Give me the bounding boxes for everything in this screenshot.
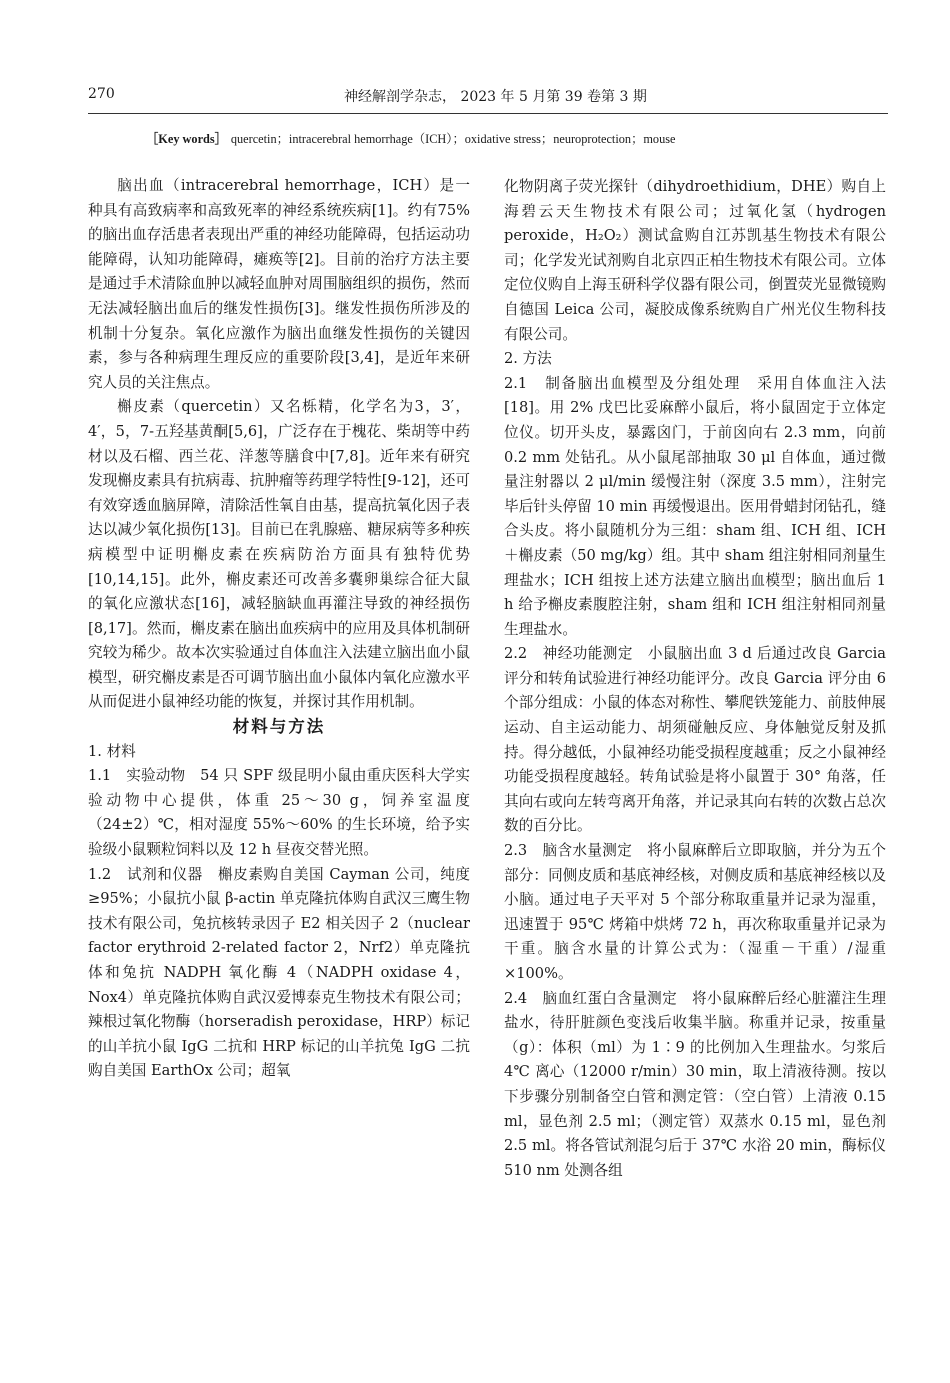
paragraph-2-2: 2.2 神经功能测定 小鼠脑出血 3 d 后通过改良 Garcia 评分和转角试验进行神经功能评分。改良 Garcia 评分由 6 个部分组成：小鼠的体态对称性、攀爬铁笼能力、前肢伸展运动、自主运动能力、胡须碰触反应、身体触觉反射及抓持。得分越低，小鼠神经功能受损程度越重；反之小鼠神经功能受损程度越轻。转角试验是将小鼠置于 30° 角落，任其向右或向左转弯离开角落，并记录其向右转的次数占总次数的百分比。 — [504, 645, 886, 835]
heading-methods: 2. 方法 — [504, 350, 552, 368]
paragraph-2-3: 2.3 脑含水量测定 将小鼠麻醉后立即取脑，并分为五个部分：同侧皮质和基底神经核，对侧皮质和基底神经核以及小脑。通过电子天平对 5 个部分称取重量并记录为湿重，迅速置于 95℃ 烤箱中烘烤 72 h，再次称取重量并记录为干重。脑含水量的计算公式为：（湿重－干重）/湿重×100%。 — [504, 842, 886, 982]
section-title: 材料与方法 — [232, 717, 326, 737]
paragraph-2-1: 2.1 制备脑出血模型及分组处理 采用自体血注入法[18]。用 2% 戊巴比妥麻醉小鼠后，将小鼠固定于立体定位仪。切开头皮，暴露囟门，于前囟向右 2.3 mm，向前 0.2 mm 处钻孔。从小鼠尾部抽取 30 μl 自体血，通过微量注射器以 2 μl/min 缓慢注射（深度 3.5 mm），注射完毕后针头停留 10 min 再缓慢退出。医用骨蜡封闭钻孔，缝合头皮。将小鼠随机分为三组：sham 组、ICH 组、ICH＋槲皮素（50 mg/kg）组。其中 sham 组注射相同剂量生理盐水；ICH 组按上述方法建立脑出血模型；脑出血后 1 h 给予槲皮素腹腔注射，sham 组和 ICH 组注射相同剂量生理盐水。 — [504, 374, 886, 638]
header-rule — [88, 113, 888, 114]
paragraph-1-2-continued: 化物阴离子荧光探针（dihydroethidium，DHE）购自上海碧云天生物技术有限公司；过氧化氢（hydrogen peroxide，H₂O₂）测试盒购自江苏凯基生物技术有限公司；化学发光试剂购自北京四正柏生物技术有限公司。立体定位仪购自上海玉研科学仪器有限公司，倒置荧光显微镜购自德国 Leica 公司，凝胶成像系统购自广州光仪生物科技有限公司。 — [504, 178, 886, 343]
heading-materials: 1. 材料 — [88, 742, 136, 760]
right-column — [504, 175, 886, 1183]
paragraph-2-4: 2.4 脑血红蛋白含量测定 将小鼠麻醉后经心脏灌注生理盐水，待肝脏颜色变浅后收集半脑。称重并记录，按重量（g）：体积（ml）为 1∶9 的比例加入生理盐水。匀浆后 4℃ 离心（12000 r/min）30 min，取上清液待测。按以下步骤分别制备空白管和测定管：（空白管）上清液 0.15 ml，显色剂 2.5 ml；（测定管）双蒸水 0.15 ml，显色剂 2.5 ml。将各管试剂混匀后于 37℃ 水浴 20 min，酶标仪 510 nm 处测各组 — [504, 989, 886, 1179]
left-column — [88, 174, 470, 1084]
paragraph-1-2: 1.2 试剂和仪器 槲皮素购自美国 Cayman 公司，纯度≥95%；小鼠抗小鼠 β-actin 单克隆抗体购自武汉三鹰生物技术有限公司，兔抗核转录因子 E2 相关因子 2（nuclear factor erythroid 2-related factor 2，Nrf2）单克隆抗体和兔抗 NADPH 氧化酶 4（NADPH oxidase 4，Nox4）单克隆抗体购自武汉爱博泰克生物技术有限公司；辣根过氧化物酶（horseradish peroxidase，HRP）标记的山羊抗小鼠 IgG 二抗和 HRP 标记的山羊抗兔 IgG 二抗购自美国 EarthOx 公司；超氧 — [88, 865, 470, 1080]
paragraph-1-1: 1.1 实验动物 54 只 SPF 级昆明小鼠由重庆医科大学实验动物中心提供，体重 25～30 g，饲养室温度（24±2）℃，相对湿度 55%～60% 的生长环境，给予实验级小鼠颗粒饲料以及 12 h 昼夜交替光照。 — [88, 767, 470, 859]
intro-paragraph-2: 槲皮素（quercetin）又名栎精，化学名为3，3′，4′，5，7-五羟基黄酮[5,6]，广泛存在于槐花、柴胡等中药材以及石榴、西兰花、洋葱等膳食中[7,8]。近年来有研究发现槲皮素具有抗病毒、抗肿瘤等药理学特性[9-12]，还可有效穿透血脑屏障，清除活性氧自由基，提高抗氧化因子表达以减少氧化损伤[13]。目前已在乳腺癌、糖尿病等多种疾病模型中证明槲皮素在疾病防治方面具有独特优势[10,14,15]。此外，槲皮素还可改善多囊卵巢综合征大鼠的氧化应激状态[16]，减轻脑缺血再灌注导致的神经损伤[8,17]。然而，槲皮素在脑出血疾病中的应用及具体机制研究较为稀少。故本次实验通过自体血注入法建立脑出血小鼠模型，研究槲皮素是否可调节脑出血小鼠体内氧化应激水平从而促进小鼠神经功能的恢复，并探讨其作用机制。 — [88, 398, 470, 711]
keywords-label: ［Key words］ — [146, 132, 227, 146]
keywords — [146, 129, 890, 147]
page-header — [88, 86, 886, 110]
journal-title: 神经解剖学杂志， 2023 年 5 月第 39 卷第 3 期 — [344, 89, 647, 105]
page-number: 270 — [88, 86, 115, 102]
intro-paragraph-1: 脑出血（intracerebral hemorrhage，ICH）是一种具有高致病率和高致死率的神经系统疾病[1]。约有75%的脑出血存活患者表现出严重的神经功能障碍，包括运动功能障碍，认知功能障碍，瘫痪等[2]。目前的治疗方法主要是通过手术清除血肿以减轻血肿对周围脑组织的损伤，然而无法减轻脑出血后的继发性损伤[3]。继发性损伤所涉及的机制十分复杂。氧化应激作为脑出血继发性损伤的关键因素，参与各种病理生理反应的重要阶段[3,4]，是近年来研究人员的关注焦点。 — [88, 177, 470, 391]
keywords-text: quercetin；intracerebral hemorrhage（ICH）；oxidative stress；neuroprotection；mouse — [230, 132, 676, 146]
